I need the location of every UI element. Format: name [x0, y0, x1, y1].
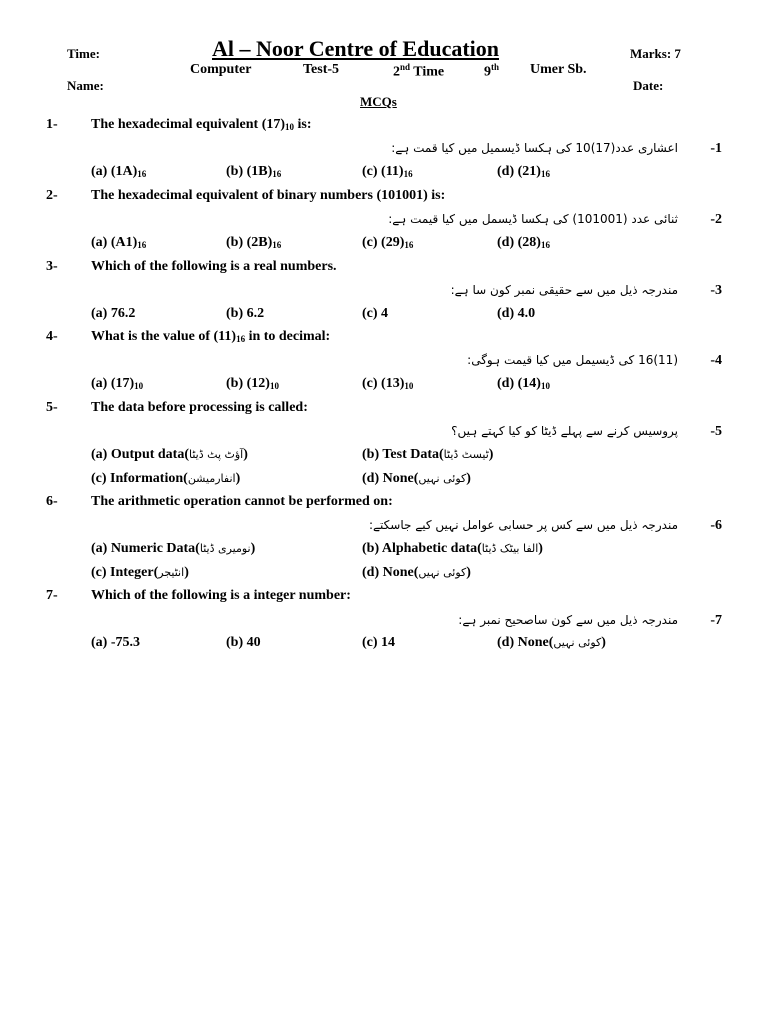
option-c: (c) 4 — [362, 306, 389, 321]
teacher-label: Umer Sb. — [530, 62, 587, 77]
option-a: (a) $(17)_{10}$ — [91, 376, 144, 391]
question-7 — [46, 588, 728, 606]
question-5-options-row2 — [46, 471, 728, 489]
question-text: The hexadecimal equivalent of binary numbers (101001) is: — [91, 188, 446, 203]
option-b: (b) Test Data(ٹیسٹ ڈیٹا) — [362, 447, 494, 462]
class-label: 9th — [484, 62, 500, 80]
urdu-question-number: -2 — [710, 212, 722, 227]
question-4-options — [46, 376, 728, 394]
question-number: 6- — [46, 494, 58, 509]
urdu-question-text: مندرجہ ذیل میں سے حقیقی نمبر کون سا ہے: — [450, 283, 678, 297]
option-c: (c) $(13)_{10}$ — [362, 376, 414, 391]
option-c: (c) 14 — [362, 635, 396, 650]
question-6-options-row2 — [46, 565, 728, 583]
question-number: 5- — [46, 400, 58, 415]
question-6 — [46, 494, 728, 512]
option-d: (d) None(کوئی نہیں) — [362, 565, 471, 580]
question-1-urdu — [46, 141, 722, 159]
question-text: Which of the following is a real numbers. — [91, 259, 337, 274]
page-title: Al – Noor Centre of Education — [212, 36, 500, 61]
time-period-label: 2nd Time — [393, 62, 445, 80]
question-7-options — [46, 635, 728, 653]
question-number: 1- — [46, 117, 58, 132]
section-title: MCQs — [360, 94, 397, 109]
question-2 — [46, 188, 728, 206]
urdu-question-text: مندرجہ ذیل میں سے کس پر حسابی عوامل نہیں کیے جاسکتے: — [368, 518, 678, 532]
question-3 — [46, 259, 728, 277]
option-a: (a) $(A1)_{16}$ — [91, 235, 147, 250]
question-5-options-row1 — [46, 447, 728, 465]
question-text: Which of the following is a integer number: — [91, 588, 351, 603]
question-6-urdu — [46, 518, 722, 536]
question-2-urdu — [46, 212, 722, 230]
question-6-options-row1 — [46, 541, 728, 559]
urdu-question-number: -1 — [710, 141, 722, 156]
question-number: 4- — [46, 329, 58, 344]
option-d: (d) None(کوئی نہیں) — [362, 471, 471, 486]
urdu-question-number: -5 — [710, 424, 722, 439]
option-a: (a) -75.3 — [91, 635, 140, 650]
option-d: (d) 4.0 — [497, 306, 536, 321]
option-c: (c) Information(انفارمیشن) — [91, 471, 241, 486]
option-b: (b) 6.2 — [226, 306, 265, 321]
question-text: The arithmetic operation cannot be performed on: — [91, 494, 393, 509]
marks-label: Marks: 7 — [630, 46, 681, 61]
option-a: (a) Numeric Data(نومیری ڈیٹا) — [91, 541, 256, 556]
option-d: (d) $(21)_{16}$ — [497, 164, 550, 179]
time-label: Time: — [67, 46, 100, 61]
question-number: 2- — [46, 188, 58, 203]
option-d: (d) None(کوئی نہیں) — [497, 635, 606, 650]
option-c: (c) $(29)_{16}$ — [362, 235, 414, 250]
option-b: (b) Alphabetic data(الفا بیٹک ڈیٹا) — [362, 541, 543, 556]
option-c: (c) $(11)_{16}$ — [362, 164, 413, 179]
question-7-urdu — [46, 613, 722, 631]
urdu-question-number: -7 — [710, 613, 722, 628]
test-label: Test-5 — [303, 62, 340, 77]
urdu-question-text: پروسیس کرنے سے پہلے ڈیٹا کو کیا کہتے ہیں؟ — [451, 424, 678, 438]
question-2-options — [46, 235, 728, 253]
option-a: (a) Output data(آؤٹ پٹ ڈیٹا) — [91, 447, 248, 462]
question-text: What is the value of $(11)_{16}$ in to decimal: — [91, 329, 331, 344]
option-a: (a) 76.2 — [91, 306, 136, 321]
urdu-question-text: مندرجہ ذیل میں سے کون ساصحیح نمبر ہے: — [458, 613, 678, 627]
question-4-urdu — [46, 353, 722, 371]
question-number: 7- — [46, 588, 58, 603]
question-5-urdu — [46, 424, 722, 442]
option-b: (b) $(1B)_{16}$ — [226, 164, 282, 179]
urdu-question-text: ثنائی عدد (101001) کی ہکسا ڈیسمل میں کیا قیمت ہے: — [388, 212, 678, 226]
option-a: (a) $(1A)_{16}$ — [91, 164, 147, 179]
subject-label: Computer — [190, 62, 252, 77]
question-1-options — [46, 164, 728, 182]
option-c: (c) Integer(انٹیجر) — [91, 565, 189, 580]
question-1 — [46, 117, 728, 135]
question-text: The hexadecimal equivalent $(17)_{10}$ is: — [91, 117, 312, 132]
urdu-question-text: اعشاری عدد(17)10 کی ہکسا ڈیسمیل میں کیا قمت ہے: — [391, 141, 678, 155]
date-label: Date: — [633, 78, 664, 93]
urdu-question-number: -6 — [710, 518, 722, 533]
option-b: (b) $(12)_{10}$ — [226, 376, 279, 391]
question-3-options — [46, 306, 728, 324]
question-text: The data before processing is called: — [91, 400, 308, 415]
question-4 — [46, 329, 728, 347]
urdu-question-number: -4 — [710, 353, 722, 368]
question-3-urdu — [46, 283, 722, 301]
option-d: (d) $(28)_{16}$ — [497, 235, 550, 250]
urdu-question-number: -3 — [710, 283, 722, 298]
urdu-question-text: (11)16 کی ڈیسیمل میں کیا قیمت ہوگی: — [467, 353, 678, 367]
option-d: (d) $(14)_{10}$ — [497, 376, 550, 391]
question-5 — [46, 400, 728, 418]
option-b: (b) $(2B)_{16}$ — [226, 235, 282, 250]
option-b: (b) 40 — [226, 635, 261, 650]
name-label: Name: — [67, 78, 104, 93]
question-number: 3- — [46, 259, 58, 274]
